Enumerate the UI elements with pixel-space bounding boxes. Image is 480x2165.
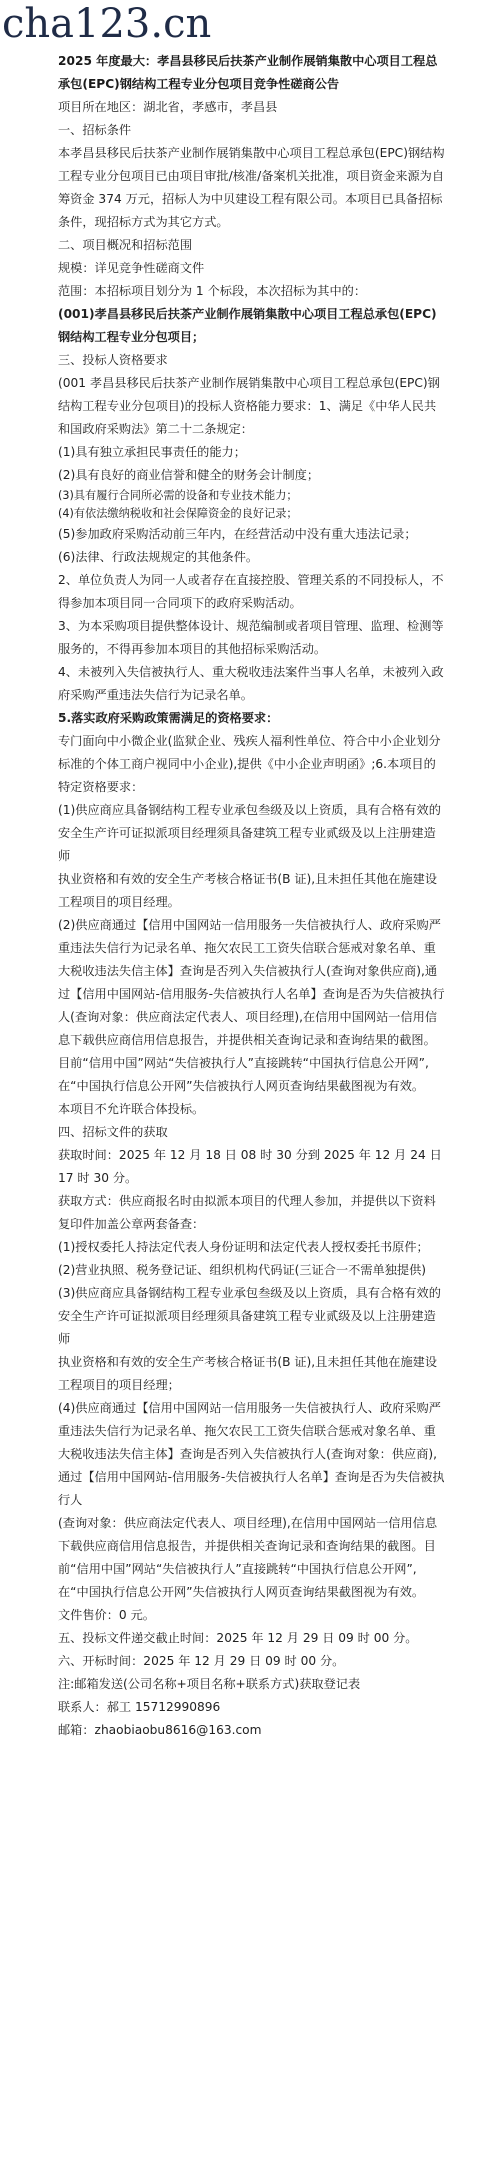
list-item: (6)法律、行政法规规定的其他条件。 <box>58 550 259 564</box>
list-item: (2)营业执照、税务登记证、组织机构代码证(三证合一不需单独提供) <box>58 1263 427 1277</box>
paragraph: 专门面向中小微企业(监狱企业、残疾人福利性单位、符合中小企业划分标准的个体工商户视同中小企业),提供《中小企业声明函》;6.本项目的特定资格要求： <box>58 734 441 794</box>
contact-email: 邮箱：zhaobiaobu8616@163.com <box>58 1723 262 1737</box>
announcement-title: 2025 年度最大：孝昌县移民后扶茶产业制作展销集散中心项目工程总承包(EPC)钢结构工程专业分包项目竞争性磋商公告 <box>58 54 438 91</box>
paragraph: 本项目不允许联合体投标。 <box>58 1102 205 1116</box>
paragraph: 注:邮箱发送(公司名称+项目名称+联系方式)获取登记表 <box>58 1677 361 1691</box>
paragraph: 范围：本招标项目划分为 1 个标段，本次招标为其中的： <box>58 284 367 298</box>
paragraph: 人(查询对象：供应商法定代表人、项目经理),在信用中国网站一信用信息下载供应商信用信息报告，并提供相关查询记录和查询结果的截图。目前“信用中国”网站“失信被执行人”直接跳转“中国执行信息公开网”,在“中国执行信息公开网”失信被执行人网页查询结果截图视为有效。 <box>58 1010 438 1093</box>
project-location: 项目所在地区：湖北省，孝感市，孝昌县 <box>58 100 278 114</box>
list-item: (4)有依法缴纳税收和社会保障资金的良好记录； <box>58 507 298 520</box>
paragraph: 3、为本采购项目提供整体设计、规范编制或者项目管理、监理、检测等服务的，不得再参加本项目的其他招标采购活动。 <box>58 619 444 656</box>
paragraph: 本孝昌县移民后扶茶产业制作展销集散中心项目工程总承包(EPC)钢结构工程专业分包项目已由项目审批/核准/备案机关批准，项目资金来源为自筹资金 374 万元，招标人为中贝建设工程有限公司。本项目已具备招标条件，现招标方式为其它方式。 <box>58 146 445 229</box>
list-item: (3)具有履行合同所必需的设备和专业技术能力； <box>58 489 298 502</box>
list-item: (1)授权委托人持法定代表人身份证明和法定代表人授权委托书原件； <box>58 1240 429 1254</box>
paragraph: (001 孝昌县移民后扶茶产业制作展销集散中心项目工程总承包(EPC)钢结构工程专业分包项目)的投标人资格能力要求：1、满足《中华人民共和国政府采购法》第二十二条规定： <box>58 376 440 436</box>
list-item: (3)供应商应具备钢结构工程专业承包叁级及以上资质，具有合格有效的安全生产许可证拟派项目经理须具备建筑工程专业贰级及以上注册建造师 <box>58 1286 441 1346</box>
section-heading-6: 六、开标时间：2025 年 12 月 29 日 09 时 00 分。 <box>58 1654 345 1668</box>
paragraph: 5.落实政府采购政策需满足的资格要求： <box>58 711 279 725</box>
paragraph: (2)供应商通过【信用中国网站一信用服务一失信被执行人、政府采购严重违法失信行为记录名单、拖欠农民工工资失信联合惩戒对象名单、重大税收违法失信主体】查询是否列入失信被执行人(查询对象供应商),通过【信用中国网站-信用服务-失信被执行人名单】查询是否为失信被执行 <box>58 918 445 1001</box>
paragraph: 获取时间：2025 年 12 月 18 日 08 时 30 分到 2025 年 12 月 24 日 17 时 30 分。 <box>58 1148 442 1185</box>
site-watermark: cha123.cn <box>2 1 212 47</box>
paragraph: 执业资格和有效的安全生产考核合格证书(B 证),且未担任其他在施建设工程项目的项目经理。 <box>58 872 438 909</box>
section-heading-2: 二、项目概况和招标范围 <box>58 238 193 252</box>
paragraph: 执业资格和有效的安全生产考核合格证书(B 证),且未担任其他在施建设工程项目的项目经理； <box>58 1355 438 1392</box>
section-heading-4: 四、招标文件的获取 <box>58 1125 168 1139</box>
announcement-body <box>0 50 480 1742</box>
list-item: (4)供应商通过【信用中国网站一信用服务一失信被执行人、政府采购严重违法失信行为记录名单、拖欠农民工工资失信联合惩戒对象名单、重大税收违法失信主体】查询是否列入失信被执行人(查询对象：供应商),通过【信用中国网站-信用服务-失信被执行人名单】查询是否为失信被执行人 <box>58 1401 445 1507</box>
section-heading-1: 一、招标条件 <box>58 123 132 137</box>
paragraph: 规模：详见竞争性磋商文件 <box>58 261 205 275</box>
section-heading-3: 三、投标人资格要求 <box>58 353 168 367</box>
list-item: (2)具有良好的商业信誉和健全的财务会计制度； <box>58 468 320 482</box>
paragraph: 4、未被列入失信被执行人、重大税收违法案件当事人名单，未被列入政府采购严重违法失信行为记录名单。 <box>58 665 444 702</box>
paragraph: (1)供应商应具备钢结构工程专业承包叁级及以上资质，具有合格有效的安全生产许可证拟派项目经理须具备建筑工程专业贰级及以上注册建造师 <box>58 803 441 863</box>
contact-person: 联系人：郝工 15712990896 <box>58 1700 221 1714</box>
paragraph: 2、单位负责人为同一人或者存在直接控股、管理关系的不同投标人，不得参加本项目同一合同项下的政府采购活动。 <box>58 573 444 610</box>
list-item: (5)参加政府采购活动前三年内，在经营活动中没有重大违法记录； <box>58 527 417 541</box>
paragraph: (查询对象：供应商法定代表人、项目经理),在信用中国网站一信用信息下载供应商信用信息报告，并提供相关查询记录和查询结果的截图。目前“信用中国”网站“失信被执行人”直接跳转“中国执行信息公开网”,在“中国执行信息公开网”失信被执行人网页查询结果截图视为有效。 <box>58 1516 438 1599</box>
paragraph: (001)孝昌县移民后扶茶产业制作展销集散中心项目工程总承包(EPC)钢结构工程专业分包项目； <box>58 307 437 344</box>
paragraph: 获取方式：供应商报名时由拟派本项目的代理人参加，并提供以下资料复印件加盖公章两套备查： <box>58 1194 436 1231</box>
list-item: (1)具有独立承担民事责任的能力； <box>58 445 246 459</box>
paragraph: 文件售价：0 元。 <box>58 1608 155 1622</box>
section-heading-5: 五、投标文件递交截止时间：2025 年 12 月 29 日 09 时 00 分。 <box>58 1631 418 1645</box>
